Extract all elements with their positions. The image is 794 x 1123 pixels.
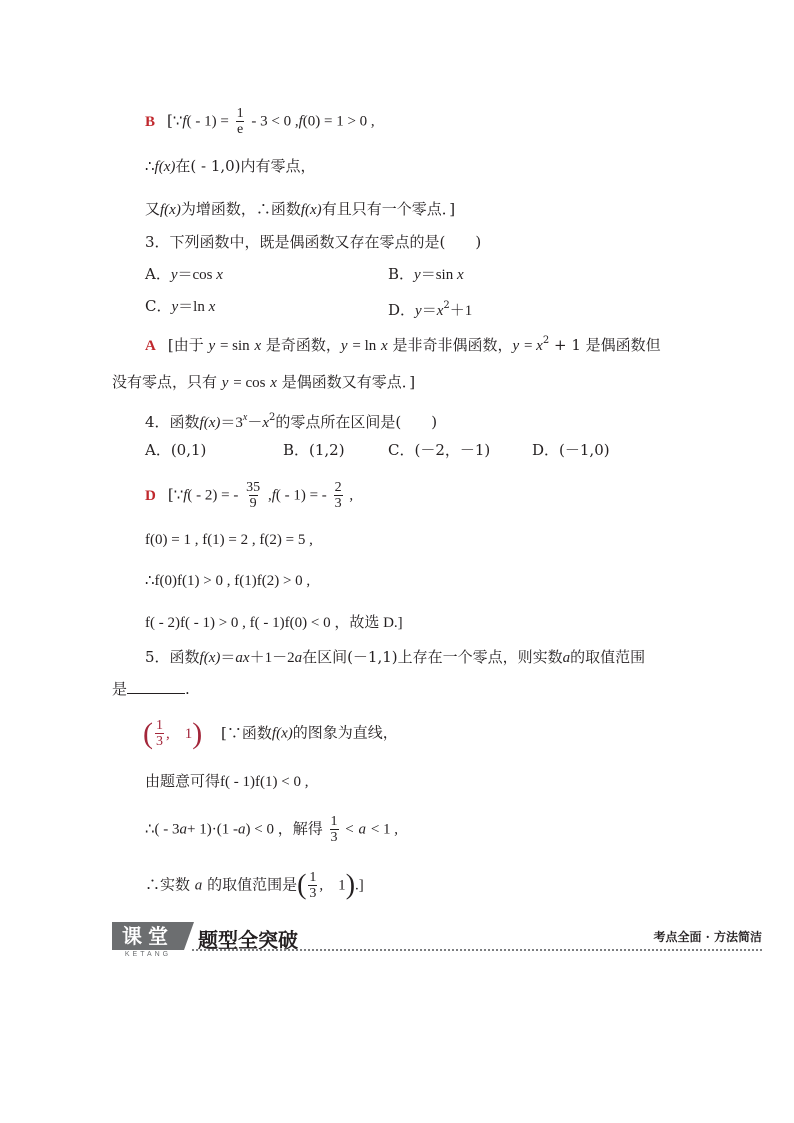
q3-explanation-line1: A [由于 y = sin x 是奇函数，y = ln x 是非奇非偶函数，$y = x^2 + 1$ 是偶函数但 — [145, 335, 661, 354]
answer-blank — [127, 679, 185, 694]
q4-stem: 4．函数$f(x)=3^x-x^2$的零点所在区间是( ) — [145, 412, 438, 431]
q2-explanation-line2: ∴f(x)在( - 1,0)内有零点， — [145, 157, 316, 175]
q2-explanation-line1: B [∵f( - 1) = $\frac{1}{e}$ - 3 < 0 ,f(0) = 1 > 0 , — [145, 106, 375, 137]
q4-explanation-line1: D [∵f( - 2) = - $\frac{35}{9}$ ,f( - 1) = - $\frac{2}{3}$ , — [145, 480, 354, 511]
q3-option-d: D．$y=x^2+1$ — [388, 300, 473, 319]
q3-answer: A — [145, 338, 156, 354]
q5-explanation-line2: 由题意可得f( - 1)f(1) < 0 , — [145, 772, 309, 790]
dotted-divider — [192, 949, 762, 951]
q4-explanation-line3: ∴f(0)f(1) > 0 , f(1)f(2) > 0 , — [145, 573, 311, 589]
section-title: 题型全突破 — [198, 928, 298, 952]
section-tab-pinyin: KETANG — [124, 951, 172, 958]
q3-option-a: A．y＝cos x — [145, 265, 223, 283]
q3-explanation-line2: 没有零点，只有 y = cos x 是偶函数又有零点．] — [112, 373, 416, 391]
q5-explanation-line4: ∴实数 a 的取值范围是( $\frac{1}{3}$ , 1).] — [145, 869, 364, 901]
q2-answer: B — [145, 113, 156, 130]
q4-option-a: A．(0,1) — [145, 441, 207, 459]
q4-option-d: D．(－1,0) — [532, 441, 610, 459]
q5-stem-line1: 5．函数f(x)＝ax＋1－2a在区间(－1,1)上存在一个零点，则实数a的取值范围 — [145, 648, 646, 666]
q2-explanation-line3: 又f(x)为增函数，∴函数f(x)有且只有一个零点．] — [145, 200, 456, 218]
q5-explanation-line1: ( $\frac{1}{3}$ , 1) [∵函数f(x)的图象为直线， — [143, 716, 398, 750]
section-banner — [112, 922, 762, 962]
q4-explanation-line2: f(0) = 1 , f(1) = 2 , f(2) = 5 , — [145, 532, 313, 548]
q4-answer: D — [145, 487, 156, 504]
q4-option-c: C．(－2，－1) — [388, 441, 491, 459]
q3-option-c: C．y＝ln x — [145, 297, 216, 315]
fraction-1-over-3: $\frac{1}{3}$ — [330, 814, 338, 845]
fraction-35-over-9: $\frac{35}{9}$ — [246, 480, 261, 511]
q4-explanation-line4: f( - 2)f( - 1) > 0 , f( - 1)f(0) < 0 ，故选 D.] — [145, 615, 403, 631]
fraction-2-over-3: $\frac{2}{3}$ — [334, 480, 342, 511]
section-tagline: 考点全面 · 方法简洁 — [653, 930, 762, 944]
q3-stem: 3．下列函数中，既是偶函数又存在零点的是( ) — [145, 233, 482, 251]
fraction-1-over-e: $\frac{1}{e}$ — [236, 106, 244, 137]
tab-wedge — [184, 922, 194, 950]
q3-option-b: B．y＝sin x — [388, 265, 464, 283]
q5-stem-line2: 是 . — [112, 680, 190, 698]
section-tab: 课堂 — [112, 922, 184, 950]
q5-answer-interval: ( $\frac{1}{3}$ , 1) — [143, 716, 203, 750]
q4-option-b: B．(1,2) — [283, 441, 345, 459]
q5-explanation-line3: ∴( - 3a+ 1)·(1 -a) < 0 ，解得 $\frac{1}{3}$ < a < 1 , — [145, 814, 399, 845]
